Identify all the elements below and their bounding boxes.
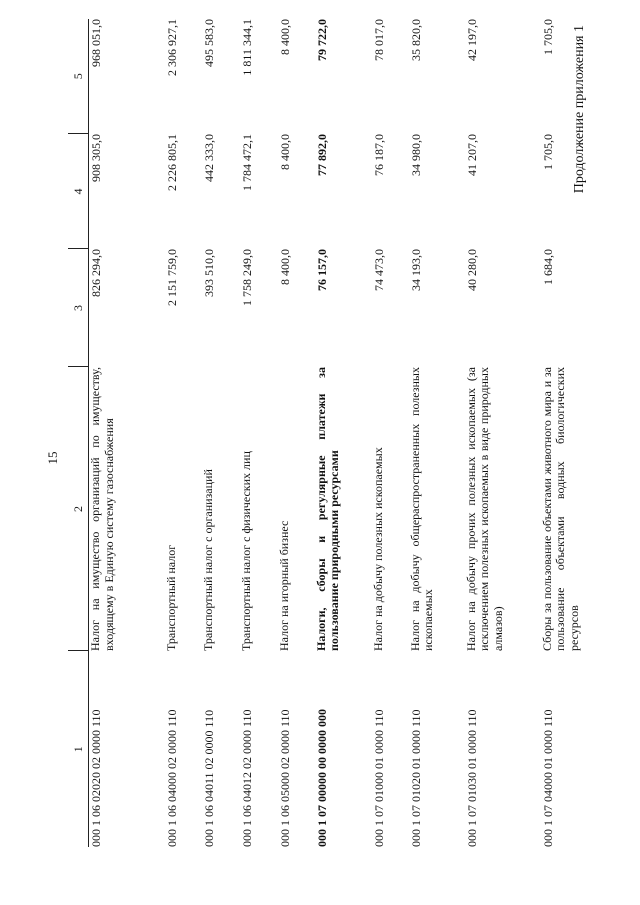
column-number-row	[68, 19, 89, 847]
value-col5-cell: 1 705,0	[540, 19, 555, 55]
item-name-cell: Налог на добычу полезных ископаемых	[370, 447, 385, 651]
kbk-code-cell: 000 1 07 01030 01 0000 110	[464, 709, 479, 847]
value-col4-cell: 8 400,0	[277, 134, 292, 170]
column-header-1: 1	[68, 651, 89, 847]
item-name-cell: Налог на добычу общераспространенных полезных ископаемых	[407, 367, 436, 651]
item-name-cell: Транспортный налог	[163, 544, 178, 651]
kbk-code-cell: 000 1 07 01020 01 0000 110	[408, 709, 423, 847]
column-header-4: 4	[68, 134, 89, 249]
value-col3-cell: 76 157,0	[314, 249, 329, 291]
revenue-table	[68, 19, 601, 847]
kbk-code-cell: 000 1 07 00000 00 0000 000	[314, 709, 329, 847]
item-name-cell: Транспортный налог с физических лиц	[238, 451, 253, 651]
item-name-cell: Налог на игорный бизнес	[276, 520, 291, 651]
value-col3-cell: 8 400,0	[277, 249, 292, 285]
value-col5-cell: 1 811 344,1	[239, 19, 254, 76]
table-row	[165, 19, 202, 847]
value-col3-cell: 2 151 759,0	[164, 249, 179, 306]
value-col3-cell: 1 684,0	[540, 249, 555, 285]
value-col3-cell: 826 294,0	[89, 249, 103, 297]
table-row	[541, 19, 601, 847]
table-row	[465, 19, 541, 847]
value-col3-cell: 40 280,0	[464, 249, 479, 291]
column-header-3: 3	[68, 249, 89, 367]
kbk-code-cell: 000 1 07 01000 01 0000 110	[371, 709, 386, 847]
value-col4-cell: 1 705,0	[540, 134, 555, 170]
table-body	[89, 19, 601, 847]
value-col4-cell: 77 892,0	[314, 134, 329, 176]
kbk-code-cell: 000 1 06 05000 02 0000 110	[277, 709, 292, 847]
value-col4-cell: 908 305,0	[89, 134, 103, 182]
value-col5-cell: 495 583,0	[201, 19, 216, 67]
value-col3-cell: 1 758 249,0	[239, 249, 254, 306]
value-col4-cell: 2 226 805,1	[164, 134, 179, 191]
item-name-cell: Налог на имущество организаций по имуществу, входящему в Единую систему газоснабжения	[88, 367, 116, 651]
value-col5-cell: 35 820,0	[408, 19, 423, 61]
value-col5-cell: 79 722,0	[314, 19, 329, 61]
value-col3-cell: 34 193,0	[408, 249, 423, 291]
item-name-cell: Сборы за пользование объектами животного мира и за пользование объектами водных биологических ресурсов	[539, 367, 582, 651]
value-col5-cell: 78 017,0	[371, 19, 386, 61]
value-col5-cell: 42 197,0	[464, 19, 479, 61]
kbk-code-cell: 000 1 06 04000 02 0000 110	[164, 709, 179, 847]
value-col3-cell: 74 473,0	[371, 249, 386, 291]
kbk-code-cell: 000 1 06 02020 02 0000 110	[89, 709, 103, 847]
value-col5-cell: 968 051,0	[89, 19, 103, 67]
page-number: 15	[45, 451, 60, 465]
value-col5-cell: 2 306 927,1	[164, 19, 179, 76]
column-header-2: 2	[68, 367, 89, 651]
table-row	[278, 19, 315, 847]
item-name-cell: Налог на добычу прочих полезных ископаемых (за исключением полезных ископаемых в виде природных алмазов)	[463, 367, 506, 651]
table-row	[409, 19, 465, 847]
value-col4-cell: 41 207,0	[464, 134, 479, 176]
table-row	[240, 19, 278, 847]
column-header-5: 5	[68, 19, 89, 134]
appendix-caption: Продолжение приложения 1	[572, 25, 587, 194]
table-row	[372, 19, 409, 847]
value-col4-cell: 34 980,0	[408, 134, 423, 176]
value-col4-cell: 76 187,0	[371, 134, 386, 176]
kbk-code-cell: 000 1 07 04000 01 0000 110	[540, 709, 555, 847]
value-col5-cell: 8 400,0	[277, 19, 292, 55]
item-name-cell: Налоги, сборы и регулярные платежи за пользование природными ресурсами	[313, 367, 342, 651]
item-name-cell: Транспортный налог с организаций	[200, 469, 215, 651]
table-row	[202, 19, 240, 847]
kbk-code-cell: 000 1 06 04012 02 0000 110	[239, 709, 254, 847]
table-row	[315, 19, 372, 847]
value-col3-cell: 393 510,0	[201, 249, 216, 297]
kbk-code-cell: 000 1 06 04011 02 0000 110	[201, 709, 216, 847]
value-col4-cell: 1 784 472,1	[239, 134, 254, 191]
table-row	[89, 19, 165, 847]
value-col4-cell: 442 333,0	[201, 134, 216, 182]
